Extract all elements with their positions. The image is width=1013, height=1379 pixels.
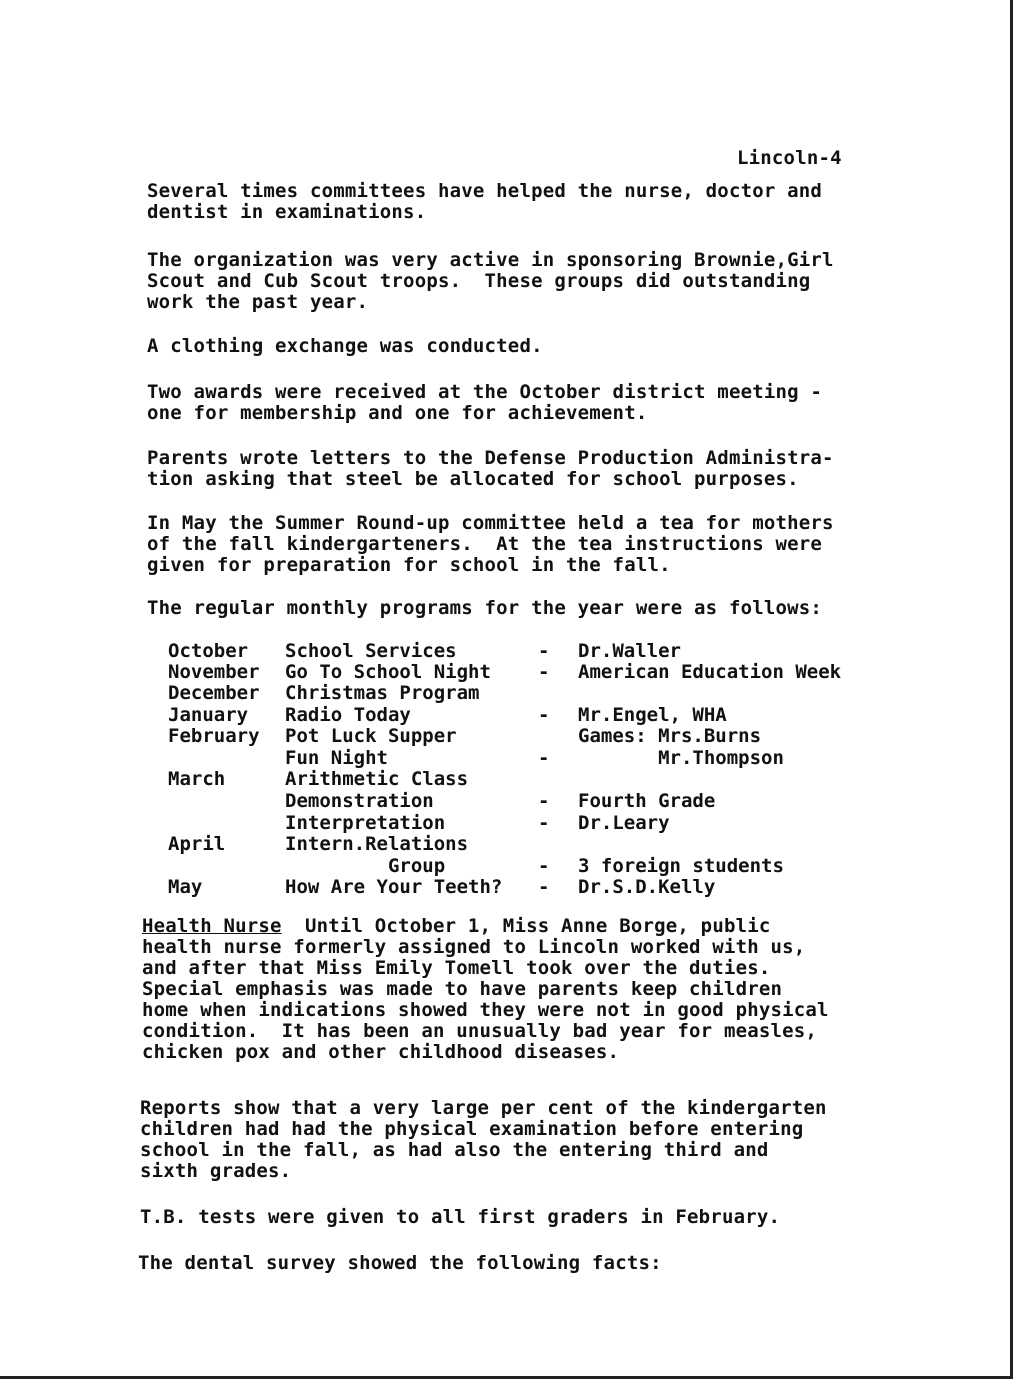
paragraph-tb-tests: T.B. tests were given to all first graders in February.	[140, 1206, 781, 1228]
program-name: Intern.Relations	[285, 833, 469, 855]
program-detail: Dr.S.D.Kelly	[578, 876, 716, 898]
program-detail: Dr.Waller	[578, 640, 681, 662]
program-name: Group	[285, 855, 446, 877]
program-month: April	[168, 833, 226, 855]
program-name: Interpretation	[285, 812, 446, 834]
page-header: Lincoln-4	[737, 147, 842, 169]
program-month: March	[168, 768, 226, 790]
paragraph-awards: Two awards were received at the October district meeting - one for membership and one for achievement.	[147, 381, 823, 424]
program-detail: Mr.Engel, WHA	[578, 704, 727, 726]
program-name: Fun Night	[285, 747, 388, 769]
paragraph-dental-survey: The dental survey showed the following facts:	[138, 1252, 662, 1274]
paragraph-clothing-exchange: A clothing exchange was conducted.	[147, 335, 543, 357]
program-month: December	[168, 682, 260, 704]
paragraph-scout-troops: The organization was very active in sponsoring Brownie,Girl Scout and Cub Scout troops. These groups did outstanding work the past year.	[147, 249, 834, 313]
program-dash: -	[538, 661, 550, 683]
health-nurse-text: Until October 1, Miss Anne Borge, public health nurse formerly assigned to Lincoln worked with us, and after that Miss Emily Tomell took over the duties. Special emphasis was made to have parents keep children home when indications showed they were not in good physical condition. It has been an unusually bad year for measles, chicken pox and other childhood diseases.	[142, 915, 829, 1063]
program-name: Radio Today	[285, 704, 411, 726]
program-dash: -	[538, 704, 550, 726]
program-name: Demonstration	[285, 790, 434, 812]
program-dash: -	[538, 790, 550, 812]
health-nurse-heading: Health Nurse	[142, 915, 282, 937]
program-name: Christmas Program	[285, 682, 480, 704]
program-dash: -	[538, 747, 550, 769]
program-dash: -	[538, 855, 550, 877]
program-name: Arithmetic Class	[285, 768, 469, 790]
program-name: Pot Luck Supper	[285, 725, 457, 747]
paragraph-programs-intro: The regular monthly programs for the year were as follows:	[147, 597, 823, 619]
program-detail: American Education Week	[578, 661, 842, 683]
program-detail: 3 foreign students	[578, 855, 784, 877]
program-month: January	[168, 704, 249, 726]
paragraph-letters: Parents wrote letters to the Defense Production Administra- tion asking that steel be allocated for school purposes.	[147, 447, 834, 490]
program-detail: Games: Mrs.Burns	[578, 725, 762, 747]
paragraph-round-up: In May the Summer Round-up committee held a tea for mothers of the fall kindergarteners. At the tea instructions were given for preparation for school in the fall.	[147, 512, 834, 576]
program-name: Go To School Night	[285, 661, 491, 683]
program-name: How Are Your Teeth?	[285, 876, 503, 898]
program-dash: -	[538, 876, 550, 898]
program-month: October	[168, 640, 249, 662]
paragraph-committees: Several times committees have helped the nurse, doctor and dentist in examinations.	[147, 180, 823, 223]
program-month: May	[168, 876, 203, 898]
program-dash: -	[538, 812, 550, 834]
paragraph-health-nurse	[142, 916, 829, 1063]
program-name: School Services	[285, 640, 457, 662]
program-month: February	[168, 725, 260, 747]
program-detail: Mr.Thompson	[578, 747, 784, 769]
paragraph-reports: Reports show that a very large per cent of the kindergarten children had had the physical examination before entering school in the fall, as had also the entering third and sixth grades.	[140, 1097, 827, 1182]
program-dash: -	[538, 640, 550, 662]
program-detail: Fourth Grade	[578, 790, 716, 812]
program-detail: Dr.Leary	[578, 812, 670, 834]
program-month: November	[168, 661, 260, 683]
